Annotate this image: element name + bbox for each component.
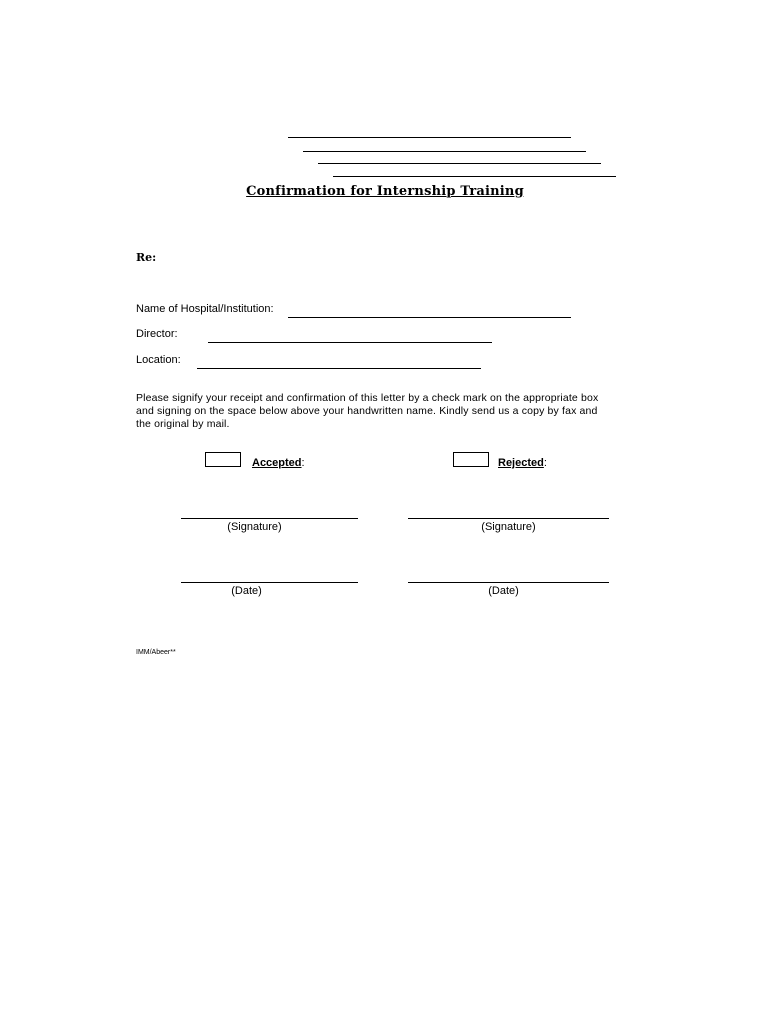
paragraph-line-2: and signing on the space below above your handwritten name. Kindly send us a copy by fax and <box>136 405 598 417</box>
right-date-line <box>408 582 609 583</box>
address-line-1 <box>288 137 571 138</box>
address-line-3 <box>318 163 601 164</box>
rejected-label: Rejected <box>498 457 544 469</box>
left-signature-caption: (Signature) <box>227 521 282 533</box>
right-signature-line <box>408 518 609 519</box>
left-date-caption: (Date) <box>231 585 262 597</box>
hospital-fill-line <box>288 317 571 318</box>
location-fill-line <box>197 368 481 369</box>
accepted-label: Accepted <box>252 457 302 469</box>
paragraph-line-1: Please signify your receipt and confirmation of this letter by a check mark on the appropriate box <box>136 392 599 404</box>
rejected-option <box>498 457 547 470</box>
accepted-checkbox[interactable] <box>205 452 241 467</box>
accepted-option <box>252 457 305 470</box>
footer-reference: IMM/Abeer** <box>136 649 176 656</box>
left-date-line <box>181 582 358 583</box>
director-fill-line <box>208 342 492 343</box>
hospital-label: Name of Hospital/Institution: <box>136 303 274 315</box>
paragraph-line-3: the original by mail. <box>136 418 230 430</box>
rejected-checkbox[interactable] <box>453 452 489 467</box>
right-signature-caption: (Signature) <box>481 521 536 533</box>
address-line-2 <box>303 151 586 152</box>
left-signature-line <box>181 518 358 519</box>
accepted-colon: : <box>301 457 305 469</box>
director-label: Director: <box>136 328 178 340</box>
location-label: Location: <box>136 354 181 366</box>
re-label: Re: <box>136 251 157 264</box>
address-line-4 <box>333 176 616 177</box>
right-date-caption: (Date) <box>488 585 519 597</box>
instruction-paragraph <box>136 392 636 431</box>
rejected-colon: : <box>543 457 547 469</box>
document-title: Confirmation for Internship Training <box>246 184 524 199</box>
